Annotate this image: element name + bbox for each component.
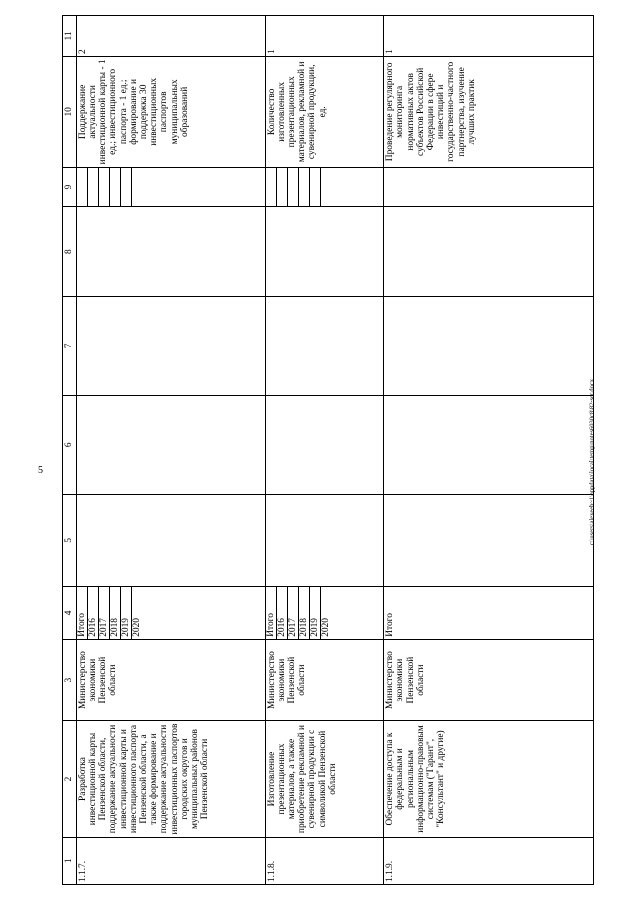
measure-name: Изготовление презентационных материалов, а также приобретение рекламной и сувенирной продукции с символикой Пензенской области — [265, 721, 384, 837]
year-label: 2017 — [98, 587, 109, 639]
header-col-5: 5 — [63, 494, 77, 586]
indicator: Проведение регулярного мониторинга нормативных актов субъектов Российской Федерации в сфере инвестиций и государственно-частного партнерства, изучение лучших практик — [384, 56, 594, 167]
header-col-9: 9 — [63, 167, 77, 207]
empty-cell — [384, 207, 594, 297]
header-col-11: 11 — [63, 16, 77, 57]
year-label: 2018 — [298, 587, 309, 639]
years-cell — [76, 587, 265, 640]
executor: Министерство экономики Пензенской области — [76, 639, 265, 721]
years-cell: Итого — [384, 587, 594, 640]
header-col-10: 10 — [63, 56, 77, 167]
empty-cell — [384, 296, 594, 395]
year-label: 2016 — [276, 587, 287, 639]
year-lines-cell — [76, 167, 265, 207]
col11-value: 2 — [76, 16, 265, 57]
header-col-6: 6 — [63, 395, 77, 494]
page-number: 5 — [38, 465, 43, 476]
empty-cell — [76, 395, 265, 494]
year-label: Итого — [77, 587, 88, 639]
empty-cell — [76, 296, 265, 395]
year-label: Итого — [266, 587, 277, 639]
row-number: 1.1.9. — [384, 837, 594, 884]
header-col-1: 1 — [63, 837, 77, 884]
year-label: 2018 — [109, 587, 120, 639]
empty-cell — [265, 395, 384, 494]
row-number: 1.1.7. — [76, 837, 265, 884]
rotated-table-container — [62, 15, 594, 885]
header-col-7: 7 — [63, 296, 77, 395]
indicator: Количество изготовленных презентационных материалов, рекламной и сувенирной продукции, ед. — [265, 56, 384, 167]
indicator: Поддержание актуальности инвестиционной карты - 1 ед.; инвестиционного паспорта - 1 ед.; формирование и поддержка 30 инвестиционных паспортов муниципальных образований — [76, 56, 265, 167]
year-label: 2019 — [309, 587, 320, 639]
year-label: 2020 — [131, 618, 142, 637]
year-label: 2017 — [287, 587, 298, 639]
measure-name: Обеспечение доступа к федеральным и региональным информационно-правовым системам ("Гарант", "Консультант" и другие) — [384, 721, 594, 837]
empty-cell — [265, 296, 384, 395]
executor: Министерство экономики Пензенской области — [384, 639, 594, 721]
footer-file-path: c:\users\alexeeb~1\appdata\local\temp\notes6030c8\82-ser.docx — [588, 378, 596, 546]
year-lines-cell — [265, 167, 384, 207]
empty-cell — [265, 207, 384, 297]
table-row — [76, 16, 265, 885]
empty-cell — [384, 494, 594, 586]
years-cell — [265, 587, 384, 640]
table-row — [384, 16, 594, 885]
year-label: 2019 — [120, 587, 131, 639]
year-label: 2016 — [87, 587, 98, 639]
col11-value: 1 — [384, 16, 594, 57]
col11-value: 1 — [265, 16, 384, 57]
year-label: 2020 — [320, 618, 331, 637]
measure-name: Разработка инвестиционной карты Пензенской области, поддержание актуальности инвестиционной карты и инвестиционного паспорта Пензенской области, а также формирование и поддержание актуальности инвестиционных паспортов городских округов и муниципальных районов Пензенской области — [76, 721, 265, 837]
table-row — [265, 16, 384, 885]
header-row — [63, 16, 77, 885]
executor: Министерство экономики Пензенской области — [265, 639, 384, 721]
header-col-8: 8 — [63, 207, 77, 297]
empty-cell — [384, 167, 594, 207]
header-col-2: 2 — [63, 721, 77, 837]
empty-cell — [76, 207, 265, 297]
row-number: 1.1.8. — [265, 837, 384, 884]
empty-cell — [384, 395, 594, 494]
empty-cell — [76, 494, 265, 586]
empty-cell — [265, 494, 384, 586]
header-col-4: 4 — [63, 587, 77, 640]
header-col-3: 3 — [63, 639, 77, 721]
program-measures-table — [62, 15, 594, 885]
